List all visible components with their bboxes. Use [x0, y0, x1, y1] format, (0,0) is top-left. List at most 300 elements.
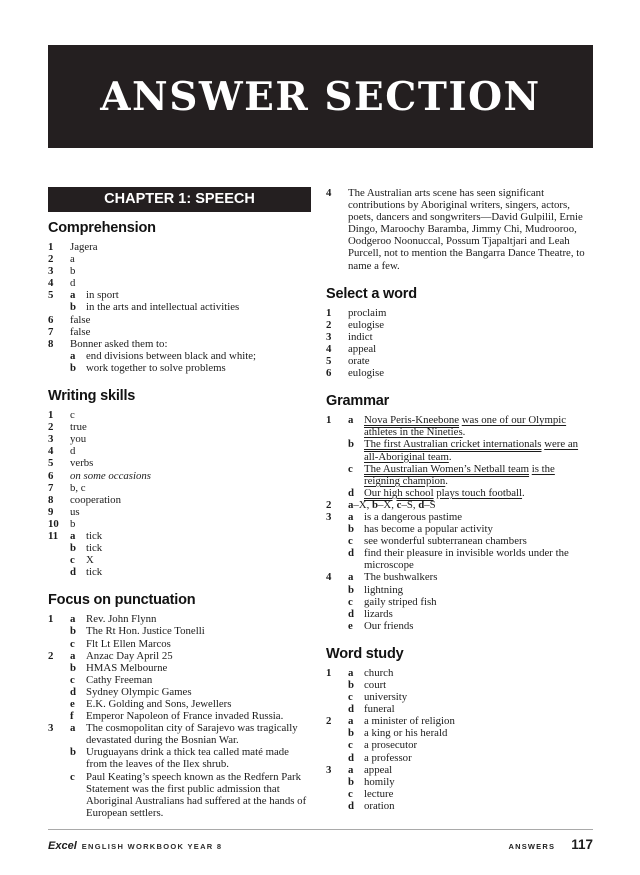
answer-text	[364, 547, 593, 571]
sub-label: d	[70, 566, 77, 579]
sub-label: a	[348, 715, 354, 728]
sub-item	[70, 530, 311, 542]
answer-text	[86, 771, 311, 819]
text-run: b, c	[70, 481, 86, 494]
sub-item	[348, 691, 593, 703]
text-run: on some occasions	[70, 469, 151, 482]
answer-text	[364, 679, 593, 691]
sub-label: a	[70, 613, 76, 626]
answer-section	[326, 286, 593, 380]
answer-text	[86, 542, 311, 554]
text-run: a minister of religion	[364, 715, 455, 728]
sub-label: c	[348, 595, 353, 608]
text-run: work together to solve problems	[86, 361, 226, 374]
text-run: Flt Lt Ellen Marcos	[86, 637, 171, 650]
sub-label: d	[348, 607, 355, 620]
item-body	[348, 355, 593, 367]
sub-label: d	[348, 751, 355, 764]
item-number: 4	[326, 342, 332, 355]
text-run: cooperation	[70, 493, 121, 506]
text-run: homily	[364, 775, 395, 788]
answer-item	[48, 722, 311, 819]
text-run: appeal	[364, 763, 393, 776]
item-number: 1	[48, 409, 54, 422]
text-run: –X,	[378, 498, 397, 511]
text-run: is the reigning champion	[364, 462, 555, 487]
content-columns	[48, 187, 593, 819]
answer-item	[48, 482, 311, 494]
text-run: find their pleasure in invisible worlds under the microscope	[364, 547, 569, 572]
answer-text	[86, 710, 311, 722]
answer-item	[326, 307, 593, 319]
item-body	[70, 494, 311, 506]
sub-item	[348, 752, 593, 764]
text-run: The Australian arts scene has seen significant contributions by Aboriginal writers, singers, actors, poets, dancers and songwriters—David Gulpilil, Ernie Dingo, Maroochy Baramba, Jimmy Chi, Mudrooroo, Oodgeroo Noonuccal, Possum Tjapaltjari and Leah Purcell, not to mention the Bangarra Dance Theatre, to name a few.	[348, 187, 585, 272]
sub-item	[70, 698, 311, 710]
text-run: b	[70, 265, 76, 278]
item-number: 5	[326, 355, 332, 368]
text-run: gaily striped fish	[364, 595, 437, 608]
text-run: –S	[424, 498, 436, 511]
answer-item	[48, 314, 311, 326]
item-number: 7	[48, 481, 54, 494]
item-body	[348, 511, 593, 571]
sub-label: b	[70, 542, 77, 555]
answer-text	[86, 722, 311, 746]
item-number: 2	[48, 253, 54, 266]
item-body	[70, 518, 311, 530]
answer-text	[70, 457, 311, 469]
answer-item	[48, 433, 311, 445]
answer-item	[326, 667, 593, 715]
answer-text	[70, 445, 311, 457]
answer-text	[70, 421, 311, 433]
text-run: was one of our Olympic athletes in the Nineties	[364, 414, 567, 439]
sub-label: a	[348, 763, 354, 776]
page-number: 117	[571, 837, 593, 852]
answer-text	[348, 319, 593, 331]
item-number: 4	[326, 571, 332, 584]
item-number: 2	[326, 318, 332, 331]
answer-text	[364, 703, 593, 715]
sub-label: e	[348, 619, 353, 632]
answer-text	[364, 571, 593, 583]
answer-section	[326, 187, 593, 272]
item-number: 6	[48, 313, 54, 326]
text-run: orate	[348, 355, 370, 368]
text-run: E.K. Golding and Sons, Jewellers	[86, 698, 232, 710]
sub-item	[70, 746, 311, 770]
item-number: 8	[48, 337, 54, 350]
answer-text	[364, 608, 593, 620]
answer-section	[48, 220, 311, 374]
sub-label: d	[348, 486, 355, 499]
section-title: Word study	[326, 645, 404, 662]
sub-item	[348, 727, 593, 739]
text-run: Rev. John Flynn	[86, 613, 157, 626]
text-run: eulogise	[348, 318, 384, 331]
footer-book: ENGLISH WORKBOOK YEAR 8	[81, 842, 223, 851]
item-body	[70, 409, 311, 421]
answer-text	[348, 499, 593, 511]
sub-label: a	[348, 666, 354, 679]
text-run: verbs	[70, 457, 94, 470]
text-run: oration	[364, 799, 395, 812]
item-number: 7	[48, 325, 54, 338]
sub-item	[348, 487, 593, 499]
sub-label: e	[70, 698, 75, 710]
sub-item	[70, 613, 311, 625]
text-run: a	[70, 253, 75, 266]
sub-label: b	[348, 523, 355, 536]
item-body	[348, 319, 593, 331]
sub-label: a	[348, 571, 354, 584]
answer-text	[364, 764, 593, 776]
item-number: 1	[326, 306, 332, 319]
answer-item	[48, 445, 311, 457]
item-body	[348, 571, 593, 631]
answer-text	[70, 277, 311, 289]
text-run: lizards	[364, 607, 393, 620]
answer-text	[364, 463, 593, 487]
text-run: .	[462, 426, 466, 439]
item-body	[348, 343, 593, 355]
text-run: Our friends	[364, 619, 414, 632]
sub-label: a	[70, 722, 76, 735]
answer-item	[326, 367, 593, 379]
sub-item	[348, 463, 593, 487]
text-run: a king or his herald	[364, 727, 448, 740]
answer-text	[70, 253, 311, 265]
text-run: Nova Peris-Kneebone	[364, 414, 460, 427]
answer-item	[48, 421, 311, 433]
answer-text	[86, 698, 311, 710]
answer-text	[348, 331, 593, 343]
text-run: is a dangerous pastime	[364, 510, 463, 523]
answer-item	[48, 409, 311, 421]
answer-text	[364, 800, 593, 812]
answer-text	[86, 746, 311, 770]
answer-section	[48, 388, 311, 578]
sub-label: d	[70, 685, 77, 698]
sub-item	[70, 662, 311, 674]
item-number: 1	[48, 241, 54, 253]
answer-text	[364, 535, 593, 547]
item-body	[70, 277, 311, 289]
answer-section	[48, 592, 311, 819]
item-number: 3	[326, 330, 332, 343]
answer-text	[348, 343, 593, 355]
sub-item	[348, 764, 593, 776]
item-number: 3	[48, 265, 54, 278]
sub-item	[348, 679, 593, 691]
page-footer	[48, 829, 593, 854]
answer-item	[48, 253, 311, 265]
answer-text	[70, 494, 311, 506]
answer-item	[48, 470, 311, 482]
text-run: Anzac Day April 25	[86, 649, 173, 662]
section-title: Writing skills	[48, 388, 136, 405]
sub-item	[70, 638, 311, 650]
sub-label: c	[70, 770, 75, 783]
item-number: 1	[48, 613, 54, 626]
text-run: appeal	[348, 342, 377, 355]
sub-label: b	[348, 679, 355, 691]
text-run: indict	[348, 330, 373, 343]
sub-item	[348, 523, 593, 535]
answer-item	[326, 355, 593, 367]
sub-item	[348, 571, 593, 583]
item-body	[348, 367, 593, 379]
text-run: a	[348, 498, 354, 511]
answer-text	[86, 650, 311, 662]
item-body	[70, 433, 311, 445]
sub-item	[348, 596, 593, 608]
text-run: The first Australian cricket internationals	[364, 438, 542, 451]
item-number: 5	[48, 289, 54, 302]
answer-text	[364, 438, 593, 462]
section-title: Select a word	[326, 285, 417, 302]
sub-item	[70, 350, 311, 362]
text-run: b	[70, 517, 76, 530]
text-run: X	[86, 554, 94, 567]
item-number: 6	[48, 469, 54, 482]
sub-label: f	[70, 710, 74, 723]
sub-item	[348, 547, 593, 571]
answer-text	[86, 674, 311, 686]
item-body	[70, 241, 311, 253]
item-body	[70, 338, 311, 374]
text-run: b	[372, 498, 379, 511]
answer-text	[86, 613, 311, 625]
item-number: 2	[48, 649, 54, 662]
answer-item	[326, 511, 593, 571]
answer-item	[48, 277, 311, 289]
answer-item	[326, 343, 593, 355]
right-column	[326, 187, 593, 819]
text-run: a prosecutor	[364, 739, 418, 752]
answer-item	[48, 518, 311, 530]
answer-item	[326, 187, 593, 272]
text-run: d	[70, 277, 76, 290]
answer-text	[70, 409, 311, 421]
sub-label: c	[348, 691, 353, 704]
sub-label: a	[70, 349, 76, 362]
text-run: .	[448, 450, 452, 463]
text-run: end divisions between black and white;	[86, 349, 257, 362]
sub-item	[348, 800, 593, 812]
answer-text	[86, 686, 311, 698]
answer-text	[364, 752, 593, 764]
item-body	[348, 667, 593, 715]
text-run: –S,	[401, 498, 419, 511]
footer-brand: Excel	[48, 840, 77, 852]
item-body	[348, 331, 593, 343]
sub-item	[70, 674, 311, 686]
answer-item	[326, 331, 593, 343]
answer-item	[48, 326, 311, 338]
item-number: 3	[48, 722, 54, 735]
item-number: 8	[48, 493, 54, 506]
sub-label: a	[348, 414, 354, 427]
sub-label: b	[348, 727, 355, 740]
text-run: in the arts and intellectual activities	[86, 301, 240, 314]
answer-item	[48, 241, 311, 253]
text-run: tick	[86, 566, 103, 579]
sub-item	[70, 566, 311, 578]
sub-item	[70, 771, 311, 819]
sub-item	[70, 686, 311, 698]
page-title-band	[48, 45, 593, 148]
text-run: Our high school	[364, 486, 434, 499]
text-run: plays touch football	[436, 486, 523, 499]
answer-text	[364, 715, 593, 727]
answer-text	[364, 511, 593, 523]
text-run: has become a popular activity	[364, 523, 493, 536]
sub-item	[348, 584, 593, 596]
text-run: a professor	[364, 751, 412, 764]
text-run: d	[70, 445, 76, 458]
section-title: Comprehension	[48, 220, 156, 236]
item-body	[70, 445, 311, 457]
answer-text	[364, 727, 593, 739]
item-body	[70, 457, 311, 469]
item-number: 3	[48, 433, 54, 446]
sub-label: d	[348, 703, 355, 716]
item-number: 3	[326, 763, 332, 776]
item-body	[348, 414, 593, 499]
answer-text	[70, 265, 311, 277]
answer-text	[86, 289, 311, 301]
footer-page-info	[508, 836, 593, 854]
text-run: university	[364, 691, 408, 704]
sub-label: a	[348, 510, 354, 523]
text-run: false	[70, 313, 91, 326]
text-run: c	[396, 498, 402, 511]
sub-item	[348, 776, 593, 788]
text-run: Emperor Napoleon of France invaded Russia.	[86, 710, 284, 723]
item-body	[70, 265, 311, 277]
answer-item	[48, 506, 311, 518]
text-run: were an all-Aboriginal team	[364, 438, 579, 463]
sub-item	[348, 620, 593, 632]
answer-text	[86, 362, 311, 374]
text-run: true	[70, 421, 87, 434]
text-run: eulogise	[348, 367, 384, 380]
sub-item	[70, 554, 311, 566]
item-body	[70, 722, 311, 819]
answer-text	[70, 506, 311, 518]
item-number: 2	[48, 421, 54, 434]
item-body	[70, 289, 311, 313]
sub-label: b	[70, 661, 77, 674]
text-run: false	[70, 325, 91, 338]
answer-item	[48, 650, 311, 723]
footer-section-label: ANSWERS	[508, 842, 556, 851]
text-run: HMAS Melbourne	[86, 661, 168, 674]
item-body	[70, 326, 311, 338]
answer-text	[364, 523, 593, 535]
answer-text	[364, 667, 593, 679]
answer-item	[326, 571, 593, 631]
text-run: lecture	[364, 787, 394, 800]
answer-text	[70, 326, 311, 338]
text-run: .	[445, 474, 448, 487]
text-run: Bonner asked them to:	[70, 337, 168, 350]
text-run: you	[70, 433, 87, 446]
answer-item	[48, 457, 311, 469]
sub-item	[70, 289, 311, 301]
sub-label: c	[348, 787, 353, 800]
answer-text	[86, 530, 311, 542]
item-number: 3	[326, 510, 332, 523]
answer-item	[48, 530, 311, 578]
item-number: 2	[326, 715, 332, 728]
answer-item	[326, 499, 593, 511]
text-run: see wonderful subterranean chambers	[364, 535, 527, 548]
answer-text	[364, 776, 593, 788]
answer-text	[364, 596, 593, 608]
item-number: 4	[48, 445, 54, 458]
text-run: Jagera	[70, 241, 98, 253]
item-body	[70, 530, 311, 578]
section-title: Grammar	[326, 393, 390, 410]
answer-item	[48, 338, 311, 374]
sub-item	[70, 710, 311, 722]
page-title: ANSWER SECTION	[100, 73, 541, 120]
text-run: tick	[86, 529, 103, 542]
answer-text	[86, 350, 311, 362]
section-title: Focus on punctuation	[48, 592, 196, 609]
item-number: 4	[326, 187, 332, 199]
answer-text	[348, 355, 593, 367]
answer-text	[70, 518, 311, 530]
sub-item	[70, 362, 311, 374]
answer-text	[364, 584, 593, 596]
answer-item	[48, 613, 311, 649]
text-run: in sport	[86, 289, 119, 302]
answer-text	[70, 482, 311, 494]
answer-text	[70, 314, 311, 326]
sub-label: b	[70, 625, 77, 638]
sub-item	[348, 739, 593, 751]
sub-label: b	[348, 583, 355, 596]
text-run: The Australian Women’s Netball team	[364, 462, 530, 475]
sub-label: b	[70, 746, 77, 759]
answer-item	[48, 265, 311, 277]
answer-text	[348, 367, 593, 379]
text-run: d	[418, 498, 425, 511]
text-run: –X,	[353, 498, 373, 511]
sub-item	[70, 542, 311, 554]
answer-text	[364, 691, 593, 703]
item-body	[70, 314, 311, 326]
item-body	[348, 187, 593, 272]
answer-text	[348, 187, 593, 272]
sub-item	[70, 625, 311, 637]
sub-label: b	[348, 775, 355, 788]
item-body	[70, 421, 311, 433]
answer-text	[70, 470, 311, 482]
sub-label: a	[70, 529, 76, 542]
sub-label: c	[348, 462, 353, 475]
item-body	[348, 715, 593, 763]
text-run: church	[364, 666, 394, 679]
item-body	[70, 470, 311, 482]
item-body	[348, 307, 593, 319]
sub-label: c	[70, 673, 75, 686]
answer-text	[70, 338, 311, 350]
